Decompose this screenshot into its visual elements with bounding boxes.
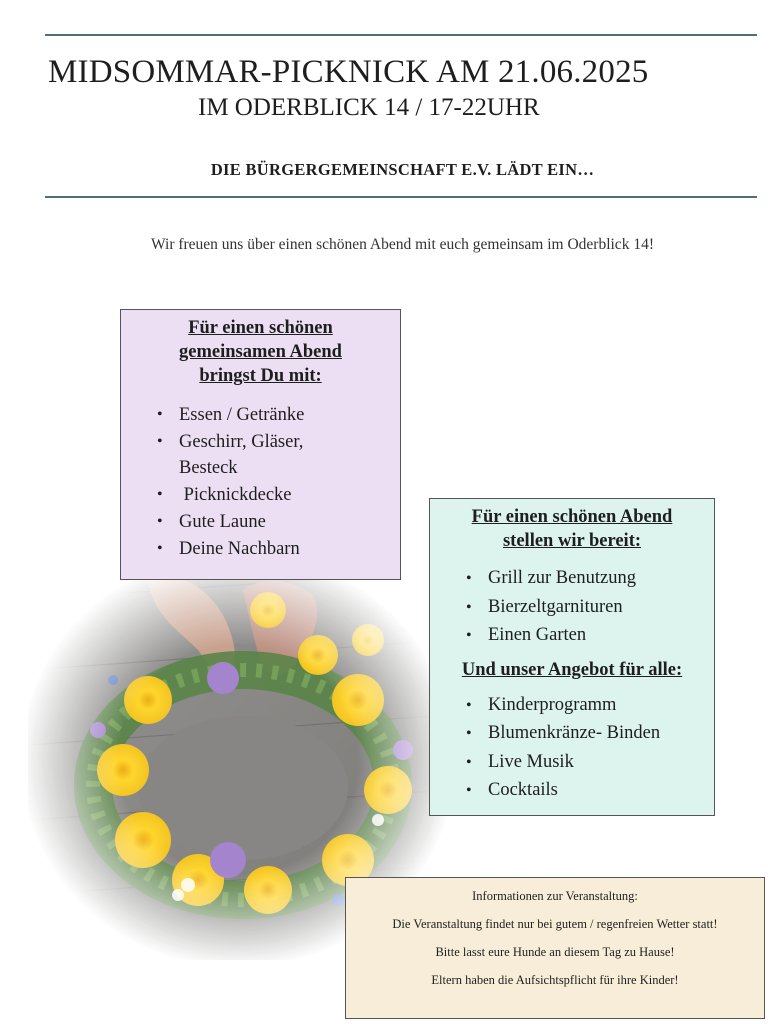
list-item: • Live Musik <box>430 749 714 777</box>
bullet-icon: • <box>157 433 163 450</box>
list-item: • Deine Nachbarn <box>121 536 400 562</box>
list-item: • Essen / Getränke <box>121 402 400 428</box>
bullet-icon: • <box>466 570 472 587</box>
bullet-icon: • <box>157 540 163 557</box>
page-title: MIDSOMMAR-PICKNICK AM 21.06.2025 <box>48 54 649 90</box>
bullet-icon: • <box>466 782 472 799</box>
bring-along-list <box>121 402 400 562</box>
page-subtitle: IM ODERBLICK 14 / 17-22UHR <box>198 94 540 121</box>
bullet-icon: • <box>466 627 472 644</box>
bullet-icon: • <box>466 725 472 742</box>
offer-list <box>430 692 714 805</box>
we-provide-heading: Für einen schönen Abend stellen wir bereit: <box>471 507 673 551</box>
bullet-icon: • <box>466 753 472 771</box>
list-item: • Picknickdecke <box>121 482 400 508</box>
bullet-icon: • <box>157 406 163 423</box>
info-line: Die Veranstaltung findet nur bei gutem / regenfreien Wetter statt! <box>392 917 718 931</box>
list-item: • Einen Garten <box>430 622 714 650</box>
event-info-box <box>345 877 765 1019</box>
bullet-icon: • <box>157 513 163 530</box>
list-item: • Geschirr, Gläser, Besteck <box>121 429 400 481</box>
info-line: Bitte lasst eure Hunde an diesem Tag zu Hause! <box>435 945 675 959</box>
bullet-icon: • <box>466 598 472 616</box>
list-item: • Cocktails <box>430 777 714 805</box>
list-item: • Gute Laune <box>121 509 400 535</box>
we-provide-list <box>430 565 714 650</box>
list-item: • Bierzeltgarnituren <box>430 594 714 622</box>
invitation-line: DIE BÜRGERGEMEINSCHAFT E.V. LÄDT EIN… <box>210 160 595 179</box>
offer-heading: Und unser Angebot für alle: <box>461 659 683 680</box>
info-heading: Informationen zur Veranstaltung: <box>472 889 638 903</box>
info-line: Eltern haben die Aufsichtspflicht für ihre Kinder! <box>431 973 679 987</box>
welcome-text: Wir freuen uns über einen schönen Abend mit euch gemeinsam im Oderblick 14! <box>151 236 654 253</box>
bullet-icon: • <box>466 696 472 714</box>
list-item: • Blumenkränze- Binden <box>430 720 714 748</box>
bullet-icon: • <box>157 486 163 503</box>
bring-along-heading: Für einen schönen gemeinsamen Abend bringst Du mit: <box>179 318 342 386</box>
bring-along-box <box>120 309 401 580</box>
we-provide-box <box>429 498 715 816</box>
top-rule <box>45 34 757 36</box>
list-item: • Kinderprogramm <box>430 692 714 720</box>
list-item: • Grill zur Benutzung <box>430 565 714 593</box>
header-bottom-rule <box>45 196 757 198</box>
